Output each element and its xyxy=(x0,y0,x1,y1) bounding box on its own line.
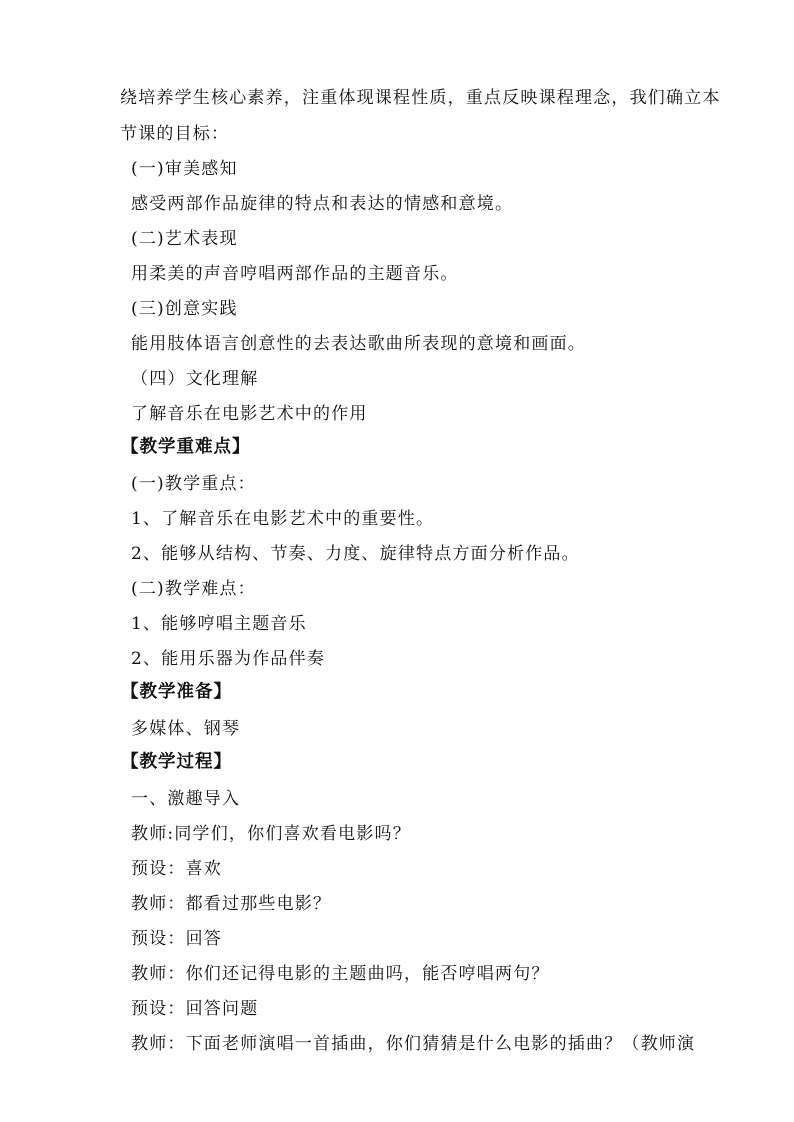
dialogue-line-4: 预设：回答 xyxy=(131,929,222,949)
dialogue-line-2: 预设：喜欢 xyxy=(131,859,222,879)
focus-title: (一)教学重点： xyxy=(131,474,256,494)
difficulty-title: (二)教学难点： xyxy=(131,579,256,599)
dialogue-line-7: 教师：下面老师演唱一首插曲，你们猜猜是什么电影的插曲？（教师演 xyxy=(131,1034,696,1054)
goal-3-title: (三)创意实践 xyxy=(131,299,238,319)
dialogue-line-3: 教师：都看过那些电影？ xyxy=(131,894,332,914)
preparation-text: 多媒体、钢琴 xyxy=(131,719,241,739)
process-step-1: 一、激趣导入 xyxy=(131,789,241,809)
goal-4-text: 了解音乐在电影艺术中的作用 xyxy=(131,404,368,424)
key-points-heading: 【教学重难点】 xyxy=(121,437,251,457)
paragraph-line-2: 节课的目标： xyxy=(120,124,230,144)
goal-3-text: 能用肢体语言创意性的去表达歌曲所表现的意境和画面。 xyxy=(131,334,586,354)
difficulty-item-1: 1、能够哼唱主题音乐 xyxy=(131,614,307,634)
dialogue-line-5: 教师：你们还记得电影的主题曲吗，能否哼唱两句？ xyxy=(131,964,550,984)
focus-item-2: 2、能够从结构、节奏、力度、旋律特点方面分析作品。 xyxy=(131,544,580,564)
dialogue-line-1: 教师:同学们，你们喜欢看电影吗？ xyxy=(131,824,411,844)
goal-2-title: (二)艺术表现 xyxy=(131,229,238,249)
dialogue-line-6: 预设：回答问题 xyxy=(131,999,259,1019)
goal-4-title: （四）文化理解 xyxy=(131,369,259,389)
difficulty-item-2: 2、能用乐器为作品伴奏 xyxy=(131,649,326,669)
process-heading: 【教学过程】 xyxy=(121,752,232,772)
preparation-heading: 【教学准备】 xyxy=(121,682,232,702)
goal-2-text: 用柔美的声音哼唱两部作品的主题音乐。 xyxy=(131,264,459,284)
paragraph-line-1: 绕培养学生核心素养，注重体现课程性质，重点反映课程理念，我们确立本 xyxy=(120,88,721,108)
focus-item-1: 1、了解音乐在电影艺术中的重要性。 xyxy=(131,509,435,529)
goal-1-text: 感受两部作品旋律的特点和表达的情感和意境。 xyxy=(131,194,514,214)
goal-1-title: (一)审美感知 xyxy=(131,159,238,179)
